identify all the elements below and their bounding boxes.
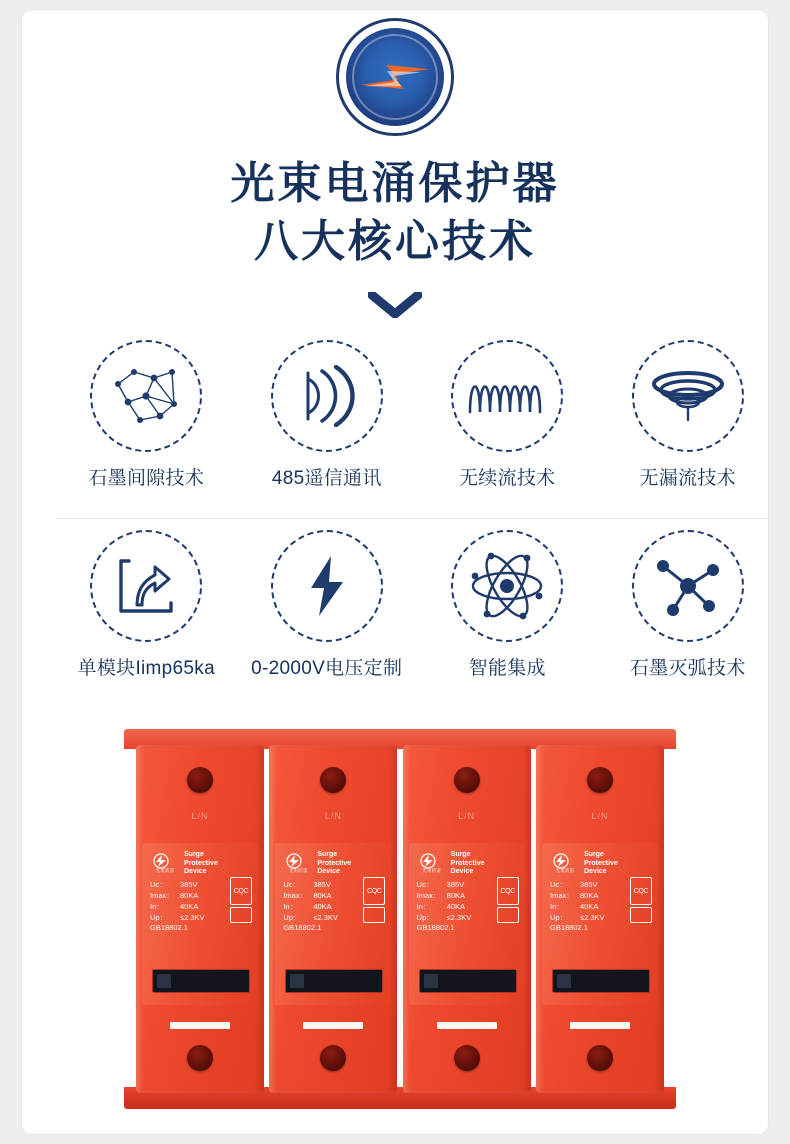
device-line-3: Device (317, 868, 340, 875)
module-logo-icon (283, 853, 313, 875)
feature-item-graphite-gap[interactable] (56, 340, 237, 492)
feature-label: 智能集成 (468, 658, 546, 679)
spec-key: In： (283, 902, 298, 911)
module-slot (437, 1022, 497, 1029)
top-terminal-screw (454, 767, 480, 793)
certification-badge-secondary (363, 907, 385, 923)
spec-key: Up： (549, 913, 568, 922)
spec-key: Up： (416, 913, 434, 922)
feature-label: 石墨灭弧技术 (629, 658, 746, 679)
certification-badge-secondary (630, 907, 652, 923)
module-specs (283, 879, 338, 923)
device-line-2: Protective (317, 859, 352, 867)
product-image (22, 728, 768, 1134)
module-brand-row (283, 851, 351, 877)
device-line-3: Device (583, 868, 607, 875)
module-logo-icon (417, 853, 447, 875)
spec-key: Imax： (150, 891, 174, 900)
spec-value: ≤2.3KV (446, 913, 472, 922)
device-line-3: Device (450, 868, 474, 875)
module-specs (550, 879, 605, 923)
spec-key: Up： (283, 913, 301, 922)
section-divider (56, 518, 768, 519)
feature-item-graphite-arc-extinguishing[interactable] (598, 530, 769, 682)
feature-row-1 (56, 340, 768, 492)
status-window (552, 969, 650, 993)
spd-module[interactable] (403, 745, 531, 1093)
feature-item-voltage-customization[interactable] (237, 530, 418, 682)
vortex-icon (632, 340, 744, 452)
spec-value: 40KA (313, 902, 332, 911)
bottom-terminal-screw (587, 1045, 613, 1071)
module-device-name (317, 851, 351, 877)
top-terminal-screw (187, 767, 213, 793)
spec-key: In： (549, 902, 564, 911)
module-brand-row (550, 851, 618, 877)
module-faceplate (542, 843, 658, 1005)
module-specs (417, 879, 472, 923)
spec-key: Up： (150, 913, 168, 922)
module-standard: GB18802.1 (416, 923, 455, 932)
module-standard: GB18802.1 (283, 923, 322, 932)
spec-value: 80KA (180, 891, 199, 900)
device-line-2: Protective (450, 859, 485, 867)
device-line-2: Protective (583, 859, 618, 867)
certification-badge: CQC (630, 877, 652, 905)
feature-item-no-follow-current[interactable] (417, 340, 598, 492)
feature-label: 石墨间隙技术 (88, 468, 205, 489)
din-rail (124, 729, 676, 1109)
spec-value: ≤2.3KV (313, 913, 338, 922)
lightning-bolt-icon (271, 530, 383, 642)
spec-key: Imax： (416, 891, 441, 900)
device-line-1: Surge (583, 851, 604, 858)
feature-label: 0-2000V电压定制 (251, 658, 403, 679)
module-logo-icon (150, 853, 180, 875)
spec-value: 385V (579, 880, 598, 889)
spec-key: Uc： (150, 880, 167, 889)
module-arrow-icon (90, 530, 202, 642)
spec-value: 80KA (579, 891, 599, 900)
device-line-1: Surge (450, 851, 471, 858)
status-window (419, 969, 517, 993)
spec-key: Imax： (549, 891, 574, 900)
device-line-2: Protective (184, 859, 218, 867)
spd-module[interactable] (536, 745, 664, 1093)
module-standard: GB18802.1 (549, 923, 588, 932)
certification-badge: CQC (497, 877, 519, 905)
module-brand-text: 光束防雷 (155, 867, 175, 873)
top-terminal-screw (320, 767, 346, 793)
logo-inner-disc (346, 28, 444, 126)
device-line-1: Surge (184, 851, 204, 858)
module-slot (303, 1022, 363, 1029)
chevron-down-icon (368, 292, 422, 318)
signal-wave-icon (271, 340, 383, 452)
terminal-label: L/N (324, 811, 342, 821)
module-brand-row (417, 851, 485, 877)
module-brand-text: 光束防雷 (288, 867, 308, 873)
spec-value: 385V (313, 880, 331, 889)
terminal-label: L/N (458, 811, 476, 821)
certification-badge-secondary (497, 907, 519, 923)
content-card (22, 10, 768, 1134)
spec-key: In： (416, 902, 431, 911)
certification-badge-secondary (230, 907, 252, 923)
certification-badge: CQC (230, 877, 252, 905)
module-brand-text: 光束防雷 (555, 867, 575, 873)
spd-module[interactable] (269, 745, 397, 1093)
feature-item-single-module-imp[interactable] (56, 530, 237, 682)
feature-label: 无漏流技术 (639, 468, 736, 489)
module-faceplate (275, 843, 391, 1005)
spec-key: Uc： (549, 880, 567, 889)
module-logo-icon (550, 853, 580, 875)
module-brand-text: 光束防雷 (422, 867, 442, 873)
module-device-name (184, 851, 218, 877)
module-faceplate (409, 843, 525, 1005)
status-window (152, 969, 250, 993)
status-window (285, 969, 383, 993)
title-line-1: 光束电涌保护器 (230, 159, 560, 208)
module-row (136, 745, 664, 1093)
spec-key: In： (150, 902, 164, 911)
module-specs (150, 879, 205, 923)
spec-value: 80KA (313, 891, 332, 900)
spec-key: Uc： (283, 880, 300, 889)
graphite-gap-network-icon (90, 340, 202, 452)
spd-module[interactable] (136, 745, 264, 1093)
device-line-1: Surge (317, 851, 338, 858)
module-device-name (584, 851, 618, 877)
device-line-3: Device (184, 868, 207, 875)
sine-wave-icon (451, 340, 563, 452)
module-brand-row (150, 851, 218, 877)
feature-item-smart-integration[interactable] (417, 530, 598, 682)
title-line-2: 八大核心技术 (254, 217, 536, 266)
module-slot (570, 1022, 630, 1029)
spec-value: 385V (446, 880, 465, 889)
spec-value: 80KA (446, 891, 466, 900)
certification-badge: CQC (363, 877, 385, 905)
bottom-terminal-screw (320, 1045, 346, 1071)
module-faceplate (142, 843, 258, 1005)
spec-value: 40KA (180, 902, 199, 911)
module-slot (170, 1022, 230, 1029)
spec-value: 40KA (446, 902, 466, 911)
atom-icon (451, 530, 563, 642)
feature-label: 单模块Iimp65ka (77, 658, 215, 679)
spec-value: 40KA (579, 902, 599, 911)
terminal-label: L/N (191, 811, 209, 821)
molecule-node-icon (632, 530, 744, 642)
spec-key: Imax： (283, 891, 308, 900)
module-standard: GB18802.1 (150, 923, 188, 932)
spec-value: 385V (180, 880, 198, 889)
module-device-name (451, 851, 485, 877)
feature-label: 485遥信通讯 (271, 468, 382, 489)
bottom-terminal-screw (454, 1045, 480, 1071)
feature-item-485-communication[interactable] (237, 340, 418, 492)
feature-item-no-leakage-current[interactable] (598, 340, 769, 492)
top-terminal-screw (587, 767, 613, 793)
page-title (22, 155, 768, 271)
spec-value: ≤2.3KV (579, 913, 605, 922)
brand-logo (336, 18, 454, 136)
terminal-label: L/N (591, 811, 609, 821)
feature-row-2 (56, 530, 768, 682)
bottom-terminal-screw (187, 1045, 213, 1071)
spec-value: ≤2.3KV (180, 913, 205, 922)
feature-label: 无续流技术 (458, 468, 556, 489)
spec-key: Uc： (416, 880, 434, 889)
